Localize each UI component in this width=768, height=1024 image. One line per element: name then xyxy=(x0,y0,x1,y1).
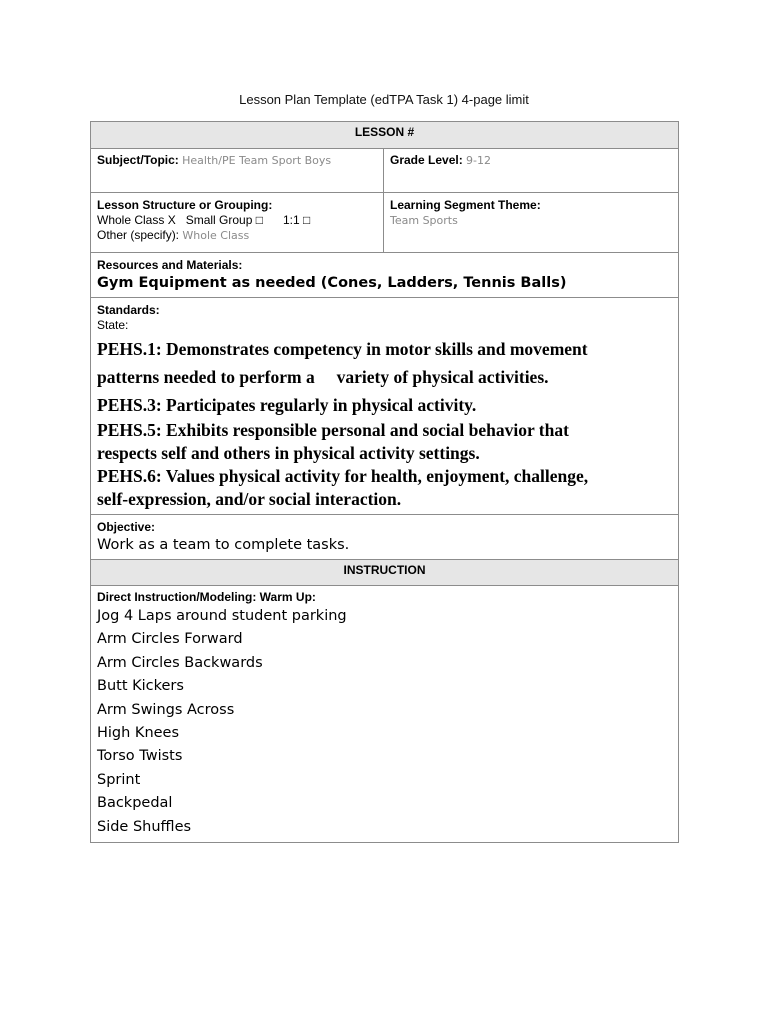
warmup-item: Torso Twists xyxy=(97,748,183,765)
resources-value: Gym Equipment as needed (Cones, Ladders, Tennis Balls) xyxy=(97,275,567,291)
objective-row xyxy=(91,515,679,560)
resources-cell xyxy=(91,253,679,298)
standard-line: PEHS.1: Demonstrates competency in motor skills and movement xyxy=(97,339,588,359)
objective-cell xyxy=(91,515,679,560)
grade-label: Grade Level: xyxy=(390,153,463,167)
standard-line: respects self and others in physical activity settings. xyxy=(97,443,480,463)
grade-cell xyxy=(384,149,679,193)
subject-cell xyxy=(91,149,384,193)
standard-line: patterns needed to perform a variety of physical activities. xyxy=(97,367,549,387)
theme-label: Learning Segment Theme: xyxy=(390,198,541,212)
grouping-theme-row xyxy=(91,193,679,253)
grouping-other-label: Other (specify): xyxy=(97,228,180,242)
grouping-cell xyxy=(91,193,384,253)
warmup-row xyxy=(91,586,679,843)
grouping-options: Whole Class X Small Group □ 1:1 □ xyxy=(97,213,311,227)
subject-grade-row xyxy=(91,149,679,193)
lesson-header: LESSON # xyxy=(91,122,679,149)
theme-value: Team Sports xyxy=(390,214,458,227)
subject-label: Subject/Topic: xyxy=(97,153,179,167)
standards-state-label: State: xyxy=(97,318,129,332)
standard-line: self-expression, and/or social interaction. xyxy=(97,489,402,509)
warmup-item: Side Shuffles xyxy=(97,818,192,835)
theme-cell xyxy=(384,193,679,253)
warmup-item: Arm Circles Backwards xyxy=(97,654,263,671)
warmup-item: Sprint xyxy=(97,771,141,788)
resources-row xyxy=(91,253,679,298)
subject-value: Health/PE Team Sport Boys xyxy=(182,154,332,167)
instruction-header: INSTRUCTION xyxy=(91,560,679,586)
standards-label: Standards: xyxy=(97,303,160,317)
standards-row xyxy=(91,298,679,515)
resources-label: Resources and Materials: xyxy=(97,258,243,272)
document-title: Lesson Plan Template (edTPA Task 1) 4-page limit xyxy=(239,92,529,107)
objective-value: Work as a team to complete tasks. xyxy=(97,537,350,553)
warmup-cell xyxy=(91,586,679,843)
grade-value: 9-12 xyxy=(466,154,492,167)
warmup-item: High Knees xyxy=(97,725,180,742)
objective-label: Objective: xyxy=(97,520,156,534)
warmup-list xyxy=(97,605,672,839)
warmup-item: Butt Kickers xyxy=(97,678,184,695)
warmup-item: Backpedal xyxy=(97,795,173,812)
grouping-other-value: Whole Class xyxy=(182,229,250,242)
warmup-item: Arm Circles Forward xyxy=(97,631,243,648)
standard-line: PEHS.3: Participates regularly in physical activity. xyxy=(97,395,477,415)
lesson-header-row xyxy=(91,122,679,149)
standard-line: PEHS.5: Exhibits responsible personal and social behavior that xyxy=(97,420,569,440)
lesson-plan-table xyxy=(90,121,679,843)
standards-list xyxy=(97,335,672,511)
grouping-label: Lesson Structure or Grouping: xyxy=(97,198,273,212)
warmup-item: Arm Swings Across xyxy=(97,701,235,718)
standards-cell xyxy=(91,298,679,515)
warmup-label: Direct Instruction/Modeling: Warm Up: xyxy=(97,590,316,604)
standard-line: PEHS.6: Values physical activity for health, enjoyment, challenge, xyxy=(97,466,589,486)
warmup-item: Jog 4 Laps around student parking xyxy=(97,608,347,624)
instruction-header-row xyxy=(91,560,679,586)
